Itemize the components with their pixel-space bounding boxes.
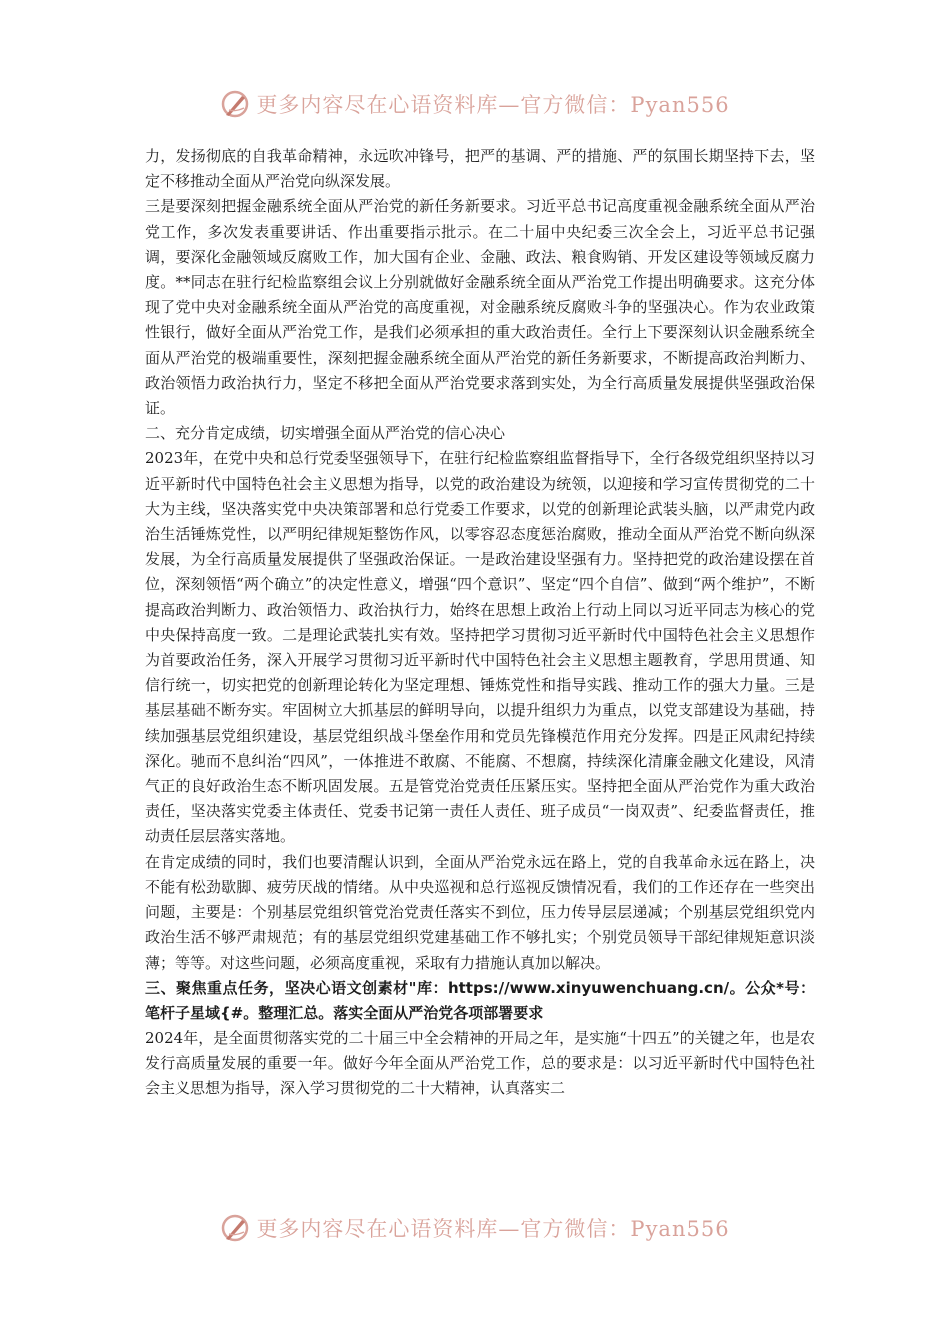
- header-banner: [0, 84, 950, 124]
- paragraph-5: 2024年，是全面贯彻落实党的二十届三中全会精神的开局之年，是实施“十四五”的关键之年，也是农发行高质量发展的重要一年。做好今年全面从严治党工作，总的要求是：以习近平新时代中国特色社会主义思想为指导，深入学习贯彻党的二十大精神，认真落实二: [145, 1028, 815, 1098]
- header-banner-text: 更多内容尽在心语资料库—官方微信：Pyan556: [256, 93, 730, 117]
- footer-banner-text: 更多内容尽在心语资料库—官方微信：Pyan556: [256, 1217, 730, 1241]
- footer-banner: [0, 1208, 950, 1248]
- document-body: [145, 144, 815, 1101]
- paragraph-4: 在肯定成绩的同时，我们也要清醒认识到，全面从严治党永远在路上，党的自我革命永远在路上，决不能有松劲歇脚、疲劳厌战的情绪。从中央巡视和总行巡视反馈情况看，我们的工作还存在一些突出问题，主要是：个别基层党组织管党治党责任落实不到位，压力传导层层递减；个别基层党组织党内政治生活不够严肃规范；有的基层党组织党建基础工作不够扎实；个别党员领导干部纪律规矩意识淡薄；等等。对这些问题，必须高度重视，采取有力措施认真加以解决。: [145, 852, 815, 972]
- paragraph-2: 三是要深刻把握金融系统全面从严治党的新任务新要求。习近平总书记高度重视金融系统全面从严治党工作，多次发表重要讲话、作出重要指示批示。在二十届中央纪委三次全会上，习近平总书记强调，要深化金融领域反腐败工作，加大国有企业、金融、政法、粮食购销、开发区建设等领域反腐力度。**同志在驻行纪检监察组会议上分别就做好金融系统全面从严治党工作提出明确要求。这充分体现了党中央对金融系统全面从严治党的高度重视，对金融系统反腐败斗争的坚强决心。作为农业政策性银行，做好全面从严治党工作，是我们必须承担的重大政治责任。全行上下要深刻认识金融系统全面从严治党的极端重要性，深刻把握金融系统全面从严治党的新任务新要求，不断提高政治判断力、政治领悟力政治执行力，坚定不移把全面从严治党要求落到实处，为全行高质量发展提供坚强政治保证。: [145, 197, 815, 418]
- pen-circle-logo-icon: [220, 1213, 250, 1243]
- pen-circle-logo-icon: [220, 89, 250, 119]
- paragraph-3: 2023年，在党中央和总行党委坚强领导下，在驻行纪检监察组监督指导下，全行各级党组织坚持以习近平新时代中国特色社会主义思想为指导，以党的政治建设为统领，以迎接和学习宣传贯彻党的二十大为主线，坚决落实党中央决策部署和总行党委工作要求，以党的创新理论武装头脑，以严肃党内政治生活锤炼党性，以严明纪律规矩整饬作风，以零容忍态度惩治腐败，推动全面从严治党不断向纵深发展，为全行高质量发展提供了坚强政治保证。一是政治建设坚强有力。坚持把党的政治建设摆在首位，深刻领悟“两个确立”的决定性意义，增强“四个意识”、坚定“四个自信”、做到“两个维护”，不断提高政治判断力、政治领悟力、政治执行力，始终在思想上政治上行动上同以习近平同志为核心的党中央保持高度一致。二是理论武装扎实有效。坚持把学习贯彻习近平新时代中国特色社会主义思想作为首要政治任务，深入开展学习贯彻习近平新时代中国特色社会主义思想主题教育，学思用贯通、知信行统一，切实把党的创新理论转化为坚定理想、锤炼党性和指导实践、推动工作的强大力量。三是基层基础不断夯实。牢固树立大抓基层的鲜明导向，以提升组织力为重点，以党支部建设为基础，持续加强基层党组织建设，基层党组织战斗堡垒作用和党员先锋模范作用充分发挥。四是正风肃纪持续深化。驰而不息纠治“四风”，一体推进不敢腐、不能腐、不想腐，持续深化清廉金融文化建设，风清气正的良好政治生态不断巩固发展。五是管党治党责任压紧压实。坚持把全面从严治党作为重大政治责任，坚决落实党委主体责任、党委书记第一责任人责任、班子成员“一岗双责”、纪委监督责任，推动责任层层落实落地。: [145, 449, 815, 846]
- paragraph-1: 力，发扬彻底的自我革命精神，永远吹冲锋号，把严的基调、严的措施、严的氛围长期坚持下去，坚定不移推动全面从严治党向纵深发展。: [145, 147, 815, 191]
- section-heading-3: 三、聚焦重点任务，坚决心语文创素材"库：https://www.xinyuwenchuang.cn/。公众*号：笔杆子星域{#。整理汇总。落实全面从严治党各项部署要求: [145, 978, 815, 1022]
- section-heading-2: 二、充分肯定成绩，切实增强全面从严治党的信心决心: [145, 424, 506, 443]
